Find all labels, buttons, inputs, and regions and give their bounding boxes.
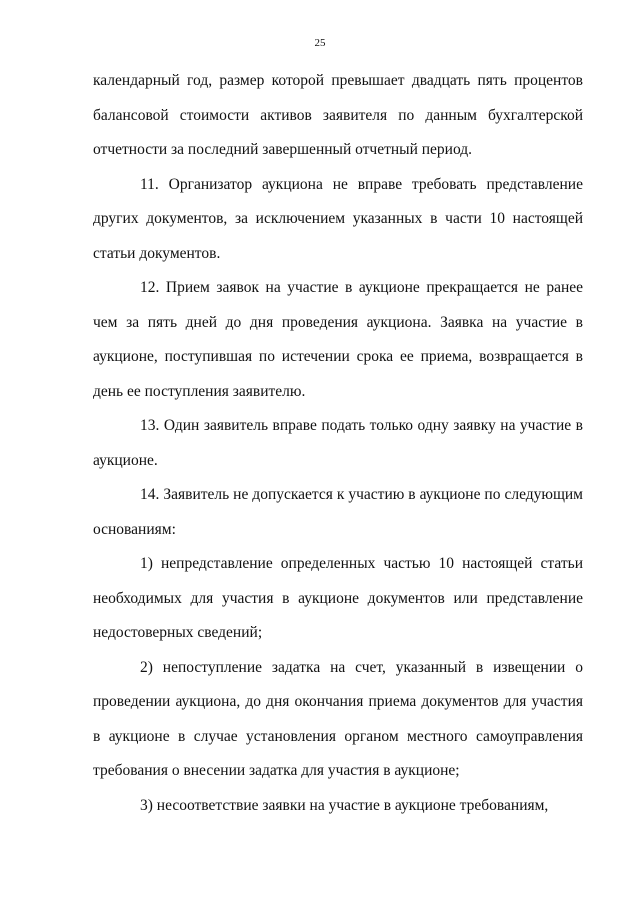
paragraph-12: 12. Прием заявок на участие в аукционе прекращается не ранее чем за пять дней до дня проведения аукциона. Заявка на участие в аукционе, поступившая по истечении срока ее приема, возвращается в день ее поступления заявителю. — [93, 279, 583, 400]
list-item-1: 1) непредставление определенных частью 10 настоящей статьи необходимых для участия в аукционе документов или представление недостоверных сведений; — [93, 555, 583, 641]
paragraph-11: 11. Организатор аукциона не вправе требовать представление других документов, за исключением указанных в части 10 настоящей статьи документов. — [93, 175, 583, 262]
paragraph-continuation: календарный год, размер которой превышает двадцать пять процентов балансовой стоимости активов заявителя по данным бухгалтерской отчетности за последний завершенный отчетный период. — [93, 72, 583, 158]
list-item-3: 3) несоответствие заявки на участие в аукционе требованиям, — [140, 796, 549, 814]
document-body — [93, 64, 583, 823]
page-number: 25 — [314, 37, 326, 49]
paragraph-13: 13. Один заявитель вправе подать только одну заявку на участие в аукционе. — [93, 417, 583, 469]
paragraph-14: 14. Заявитель не допускается к участию в аукционе по следующим основаниям: — [93, 486, 583, 538]
list-item-2: 2) непоступление задатка на счет, указанный в извещении о проведении аукциона, до дня окончания приема документов для участия в аукционе в случае установления органом местного самоуправления требования о внесении задатка для участия в аукционе; — [93, 658, 583, 779]
